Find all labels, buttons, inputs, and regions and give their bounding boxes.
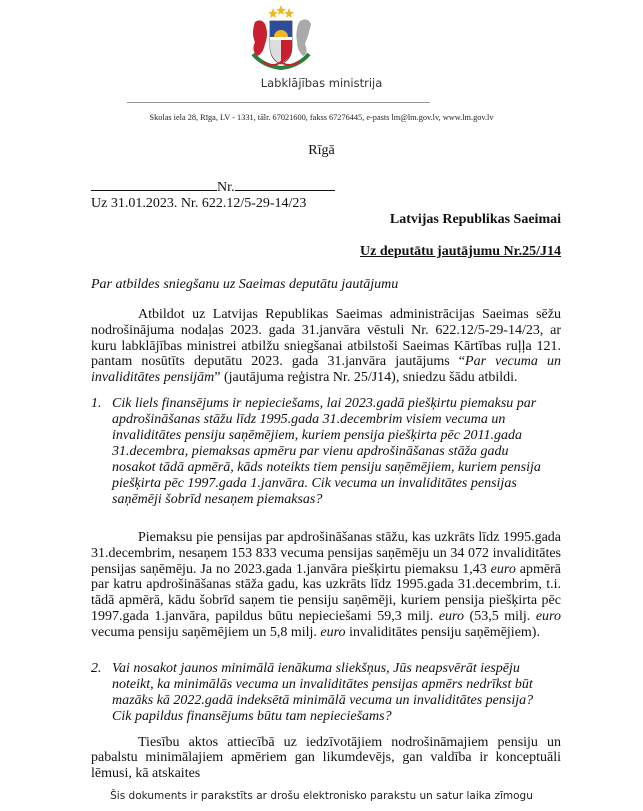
registration-line: [91, 178, 643, 196]
coat-of-arms-logo: [243, 4, 319, 76]
question-2: [91, 660, 542, 725]
question-number: 2.: [91, 660, 102, 676]
question-reference: Uz deputātu jautājumu Nr.25/J14: [360, 244, 561, 259]
ministry-name: Labklājības ministrija: [260, 76, 383, 90]
question-text: Cik liels finansējums ir nepieciešams, lai 2023.gadā piešķirtu piemaksu par apdrošināšanas stāžu līdz 1995.gada 31.decembrim visiem vecuma un invaliditātes pensiju saņēmējiem, kuriem pensija piešķirta pēc 2011.gada 31.decembra, piemaksas apmēru par vienu apdrošināšanas stāža gadu nosakot tādā apmērā, kāds noteikts tiem pensiju saņēmējiem, kuriem pensija piešķirta pēc 1997.gada 1.janvāra. Cik vecuma un invaliditātes pensijas saņēmēji šobrīd nesaņem piemaksas?: [112, 395, 541, 507]
currency: euro: [320, 624, 346, 640]
intro-text: Atbildot uz Latvijas Republikas Saeimas administrācijas Saeimas sēžu nodrošinājuma nodaļas 2023. gada 31.janvāra vēstuli Nr. 622.12/5-29-14/23, ar kuru labklājības ministrei atbilžu sniegšanai atbilstoši Saeimas Kārtības ruļļa 121. pantam nosūtīts deputātu 2023. gada 31.janvāra jautājums “: [91, 307, 561, 370]
answer-text: apmērā par katru apdrošināšanas stāža gadu, kas uzkrāts līdz 1995.gada 31.decembrim, t.i. tādā apmērā, kādu šobrīd saņem tie pensiju saņēmēji, kuriem pensija piešķirta pēc 1997.gada 1.janvāra, papildus būtu nepieciešami 59,3 milj.: [91, 561, 561, 624]
intro-paragraph: [91, 307, 561, 386]
answer-text: (53,5 milj.: [464, 608, 536, 624]
signature-note: Šis dokuments ir parakstīts ar drošu elektronisko parakstu un satur laika zīmogu: [110, 789, 533, 802]
question-number: 1.: [91, 395, 102, 411]
griffin-icon: [296, 19, 311, 56]
lion-icon: [253, 20, 267, 56]
answer-text: invaliditātes pensiju saņēmējiem).: [345, 624, 540, 640]
addressee: Latvijas Republikas Saeimai: [389, 212, 561, 227]
question-1: [91, 395, 542, 508]
header-divider: [127, 102, 430, 103]
answer-text: vecuma pensiju saņēmējiem un 5,8 milj.: [91, 624, 321, 640]
stars-icon: [268, 5, 294, 18]
date-blank: [91, 178, 217, 191]
currency: euro: [438, 608, 464, 624]
question-title: Par vecuma un invaliditātes pensijām: [91, 354, 561, 386]
nr-blank: [235, 178, 335, 191]
nr-label: Nr.: [217, 180, 235, 195]
answer-2-paragraph: Tiesību aktos attiecībā uz iedzīvotājiem nodrošināmajiem pensiju un pabalstu minimālajiem apmēriem gan likumdevējs, gan valdība ir konceptuāli lēmusi, kā atskaites: [91, 734, 561, 782]
currency: euro: [535, 608, 561, 624]
reply-to-reference: Uz 31.01.2023. Nr. 622.12/5-29-14/23: [91, 196, 307, 211]
answer-text: Piemaksu pie pensijas par apdrošināšanas stāžu, kas uzkrāts līdz 1995.gada 31.decembrim, nesaņem 153 833 vecuma pensijas saņēmēju un 34 072 invaliditātes pensijas saņēmēju. Ja no 2023.gada 1.janvāra piešķirtu piemaksu 1,43: [91, 529, 561, 577]
ministry-address: Skolas iela 28, Rīga, LV - 1331, tālr. 67021600, fakss 67276445, e-pasts lm@lm.gov.lv, www.lm.gov.lv: [149, 113, 494, 122]
question-text: Vai nosakot jaunos minimālā ienākuma sliekšņus, Jūs neapsvērāt iespēju noteikt, ka minimālās vecuma un invaliditātes pensijas apmērs nedrīkst būt mazāks kā 2022.gadā indeksētā minimālā vecuma un invaliditātes pensija? Cik papildus finansējums būtu tam nepieciešams?: [112, 660, 534, 724]
intro-text-end: ” (jautājuma reģistra Nr. 25/J14), sniedzu šādu atbildi.: [214, 370, 518, 386]
currency: euro: [490, 561, 516, 577]
city: Rīgā: [308, 143, 335, 158]
answer-1-paragraph: [91, 530, 561, 641]
subject: Par atbildes sniegšanu uz Saeimas deputātu jautājumu: [91, 277, 399, 292]
